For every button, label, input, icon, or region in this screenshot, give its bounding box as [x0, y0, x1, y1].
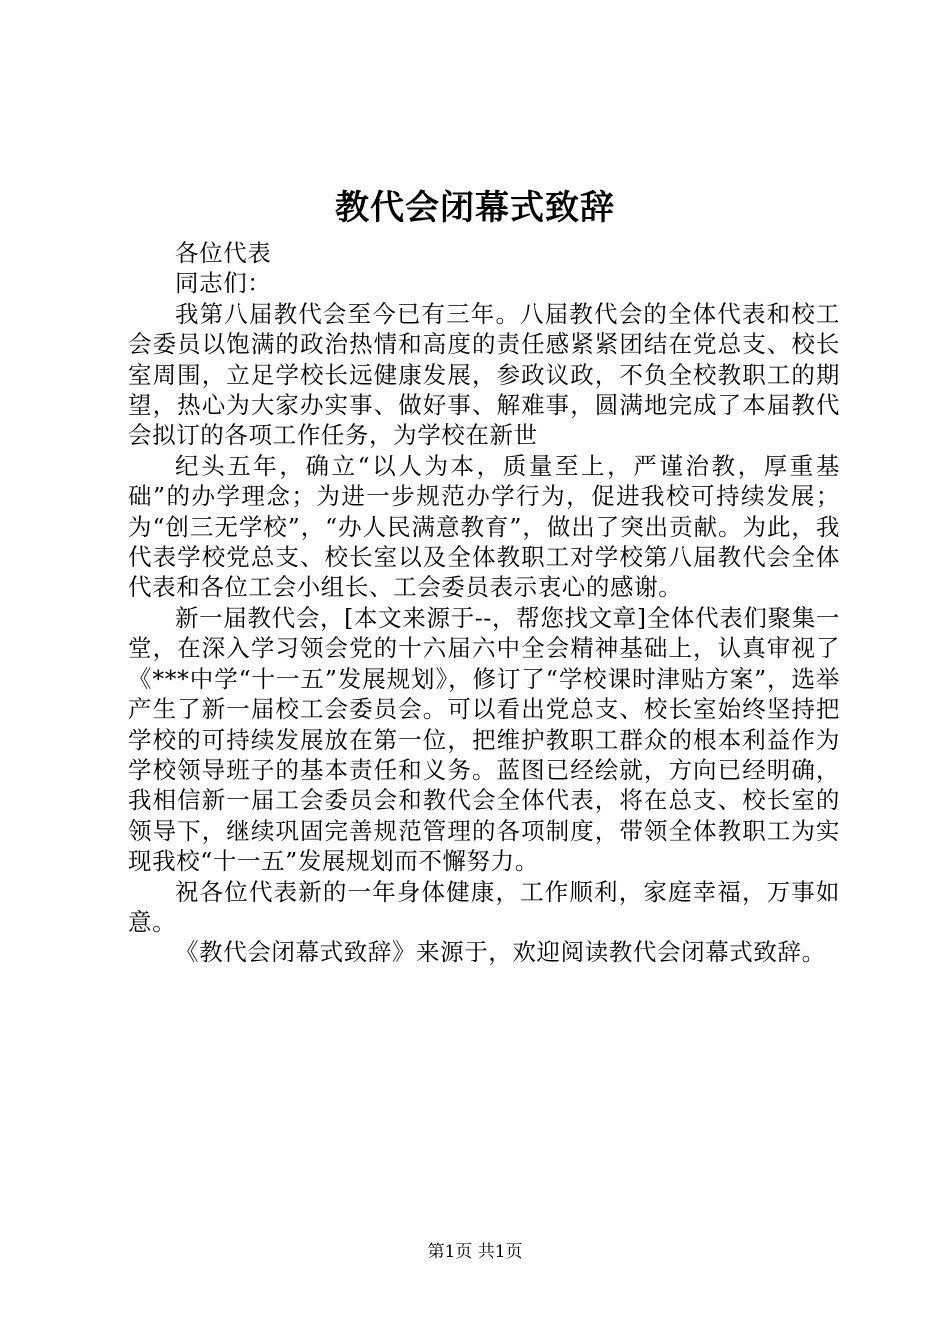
page-footer: 第1页 共1页 [427, 1242, 523, 1262]
paragraph-1: 我第八届教代会至今已有三年。八届教代会的全体代表和校工会委员以饱满的政治热情和高度的责任感紧紧团结在党总支、校长室周围，立足学校长远健康发展，参政议政，不负全校教职工的期望，热心为大家办实事、做好事、解难事，圆满地完成了本届教代会拟订的各项工作任务，为学校在新世 [128, 299, 840, 450]
paragraph-5: 《教代会闭幕式致辞》来源于，欢迎阅读教代会闭幕式致辞。 [175, 938, 826, 967]
paragraph-4: 祝各位代表新的一年身体健康，工作顺利，家庭幸福，万事如意。 [128, 877, 840, 936]
salutation-line-2: 同志们： [175, 269, 272, 298]
salutation-line-1: 各位代表 [175, 239, 272, 267]
paragraph-2: 纪头五年，确立“以人为本，质量至上，严谨治教，厚重基础”的办学理念；为进一步规范办学行为，促进我校可持续发展；为“创三无学校”，“办人民满意教育”，做出了突出贡献。为此，我代表学校党总支、校长室以及全体教职工对学校第八届教代会全体代表和各位工会小组长、工会委员表示衷心的感谢。 [128, 451, 840, 602]
document-body [128, 238, 840, 968]
paragraph-3: 新一届教代会，[本文来源于--，帮您找文章]全体代表们聚集一堂，在深入学习领会党的十六届六中全会精神基础上，认真审视了《***中学“十一五”发展规划》，修订了“学校课时津贴方案”，选举产生了新一届校工会委员会。可以看出党总支、校长室始终坚持把学校的可持续发展放在第一位，把维护教职工群众的根本利益作为学校领导班子的基本责任和义务。蓝图已经绘就，方向已经明确，我相信新一届工会委员会和教代会全体代表，将在总支、校长室的领导下，继续巩固完善规范管理的各项制度，带领全体教职工为实现我校“十一五”发展规划而不懈努力。 [128, 603, 840, 876]
document-title: 教代会闭幕式致辞 [335, 188, 615, 228]
